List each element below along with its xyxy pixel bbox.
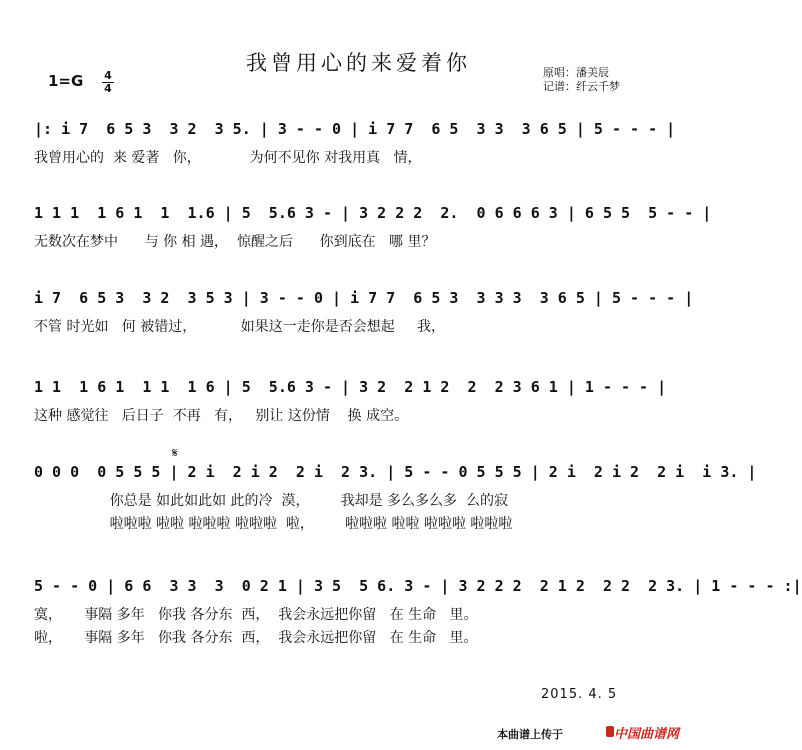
- score-row-2: [34, 202, 712, 250]
- lyric-line: 你总是 如此如此如 此的冷 漠， 我却是 多么多么多 么的寂: [34, 493, 508, 509]
- score-row-3: [34, 287, 694, 335]
- score-row-5: [34, 461, 757, 532]
- singer-credit: 原唱：潘美辰: [543, 66, 609, 79]
- time-signature: [102, 70, 114, 95]
- notes-line: 1 1 1 1 6 1 1 1.6 | 5 5.6 3 - | 3 2 2 2 2. 0 6 6 6 3 | 6 5 5 5 - - |: [34, 204, 712, 222]
- key-signature: 1=G: [48, 72, 84, 90]
- score-row-1: [34, 118, 684, 166]
- time-sig-top: 4: [104, 69, 112, 82]
- segno-sign: 𝄋: [172, 446, 178, 461]
- score-row-4: [34, 376, 684, 424]
- notes-line: 0 0 0 0 5 5 5 | 2 i 2 i 2 2 i 2 3. | 5 - - 0 5 5 5 | 2 i 2 i 2 2 i i 3. |: [34, 463, 757, 481]
- lyric-line: 啦， 事隔 多年 你我 各分东 西， 我会永远把你留 在 生命 里。: [34, 630, 478, 646]
- lyric-line: 不管 时光如 何 被错过， 如果这一走你是否会想起 我，: [34, 319, 446, 335]
- time-sig-bottom: 4: [102, 82, 114, 95]
- notes-line: |: i 7 6 5 3 3 2 3 5. | 3 - - 0 | i 7 7 6 5 3 3 3 6 5 | 5 - - - |: [34, 120, 676, 138]
- lyric-line: 我曾用心的 来 爱著 你， 为何不见你 对我用真 情，: [34, 150, 422, 166]
- song-title: 我曾用心的来爱着你: [246, 51, 471, 75]
- notes-line: i 7 6 5 3 3 2 3 5 3 | 3 - - 0 | i 7 7 6 5 3 3 3 3 3 6 5 | 5 - - - |: [34, 289, 694, 307]
- notes-line: 1 1 1 6 1 1 1 1 6 | 5 5.6 3 - | 3 2 2 1 2 2 2 3 6 1 | 1 - - - |: [34, 378, 667, 396]
- transcriber-credit: 记谱：纤云千梦: [543, 80, 620, 93]
- score-row-6: [34, 575, 802, 646]
- lyric-line: 无数次在梦中 与 你 相 遇， 惊醒之后 你到底在 哪 里？: [34, 234, 436, 250]
- lyric-line: 这种 感觉往 后日子 不再 有， 别让 这份情 换 成空。: [34, 408, 409, 424]
- credits: [543, 66, 620, 94]
- notes-line: 5 - - 0 | 6 6 3 3 3 0 2 1 | 3 5 5 6. 3 - | 3 2 2 2 2 1 2 2 2 2 3. | 1 - - - :|: [34, 577, 802, 595]
- lyric-line: 寞， 事隔 多年 你我 各分东 西， 我会永远把你留 在 生命 里。: [34, 607, 478, 623]
- transcription-date: 2015. 4. 5: [541, 687, 618, 702]
- upload-note: 本曲谱上传于: [497, 728, 563, 741]
- site-logo: 中国曲谱网: [614, 727, 680, 742]
- lyric-line: 啦啦啦 啦啦 啦啦啦 啦啦啦 啦， 啦啦啦 啦啦 啦啦啦 啦啦啦: [34, 516, 513, 532]
- site-logo-icon: [606, 726, 614, 737]
